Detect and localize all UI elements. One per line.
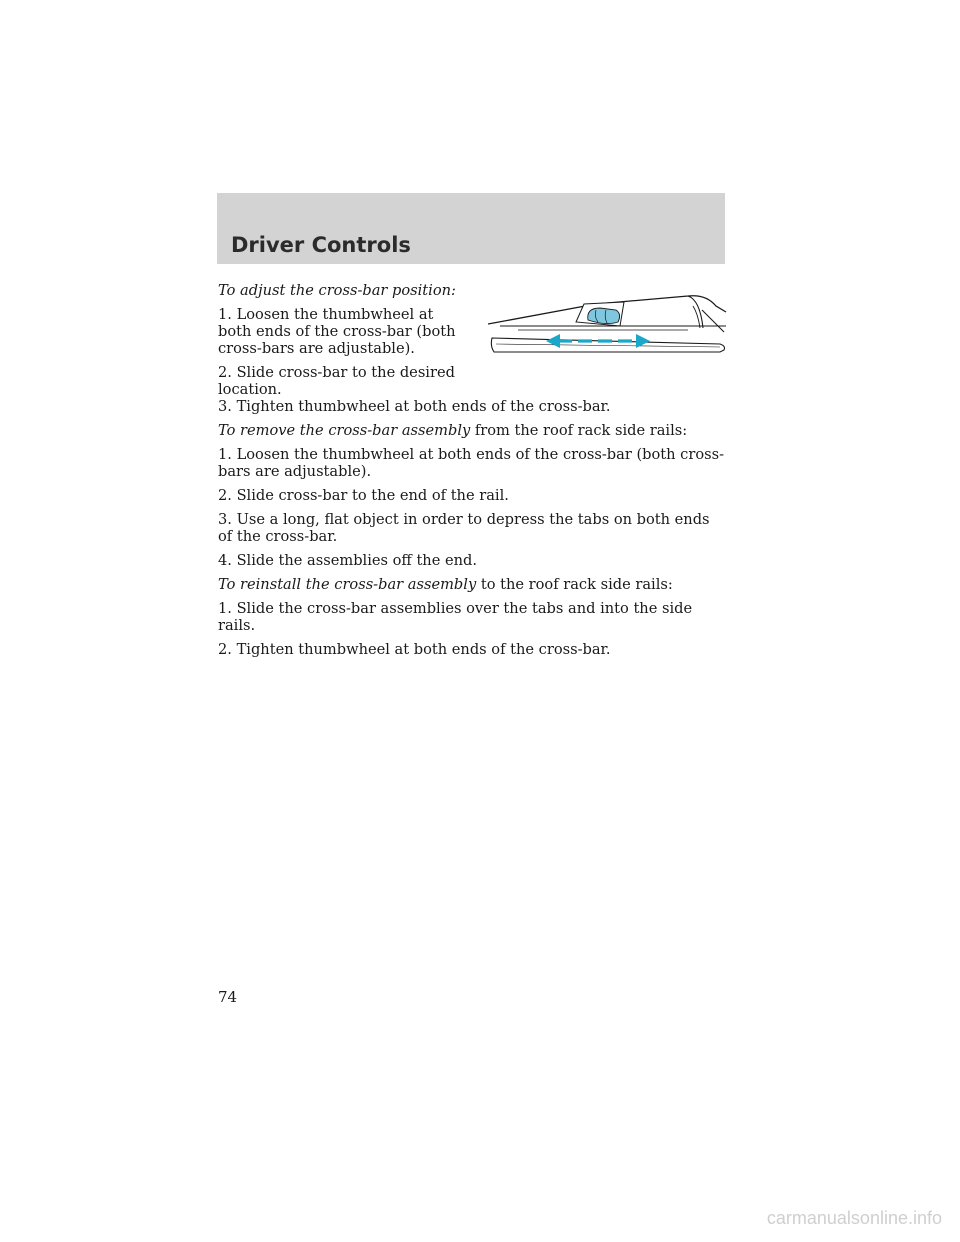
watermark-logo [636,1206,946,1230]
adjust-step-1: 1. Loosen the thumbwheel at both ends of the cross-bar (both cross-bars are adjustable). [218,306,456,357]
remove-step-1: 1. Loosen the thumbwheel at both ends of the cross-bar (both cross-bars are adjustable). [218,446,725,480]
remove-step-3: 3. Use a long, flat object in order to depress the tabs on both ends of the cross-bar. [218,511,710,545]
adjust-step-3: 3. Tighten thumbwheel at both ends of the cross-bar. [218,398,611,415]
reinstall-heading: To reinstall the cross-bar assembly [218,576,477,593]
reinstall-step-1: 1. Slide the cross-bar assemblies over the tabs and into the side rails. [218,600,693,634]
adjust-instructions-top [218,282,468,405]
reinstall-intro [218,576,728,593]
adjust-heading: To adjust the cross-bar position: [218,282,456,299]
reinstall-heading-rest: to the roof rack side rails: [480,576,673,593]
roof-rack-crossbar-slide-icon [488,284,728,362]
remove-step-4: 4. Slide the assemblies off the end. [218,552,477,569]
section-header-band [217,193,725,264]
remove-step-2: 2. Slide cross-bar to the end of the rail. [218,487,509,504]
remove-intro [218,422,728,439]
adjust-step-2: 2. Slide cross-bar to the desired location. [218,364,455,398]
instructions-body [218,398,728,665]
page-number: 74 [218,988,238,1006]
reinstall-step-2: 2. Tighten thumbwheel at both ends of the cross-bar. [218,641,611,658]
remove-heading-rest: from the roof rack side rails: [474,422,688,439]
section-title: Driver Controls [231,233,411,257]
remove-heading: To remove the cross-bar assembly [218,422,471,439]
watermark-text: carmanualsonline.info [766,1208,942,1228]
